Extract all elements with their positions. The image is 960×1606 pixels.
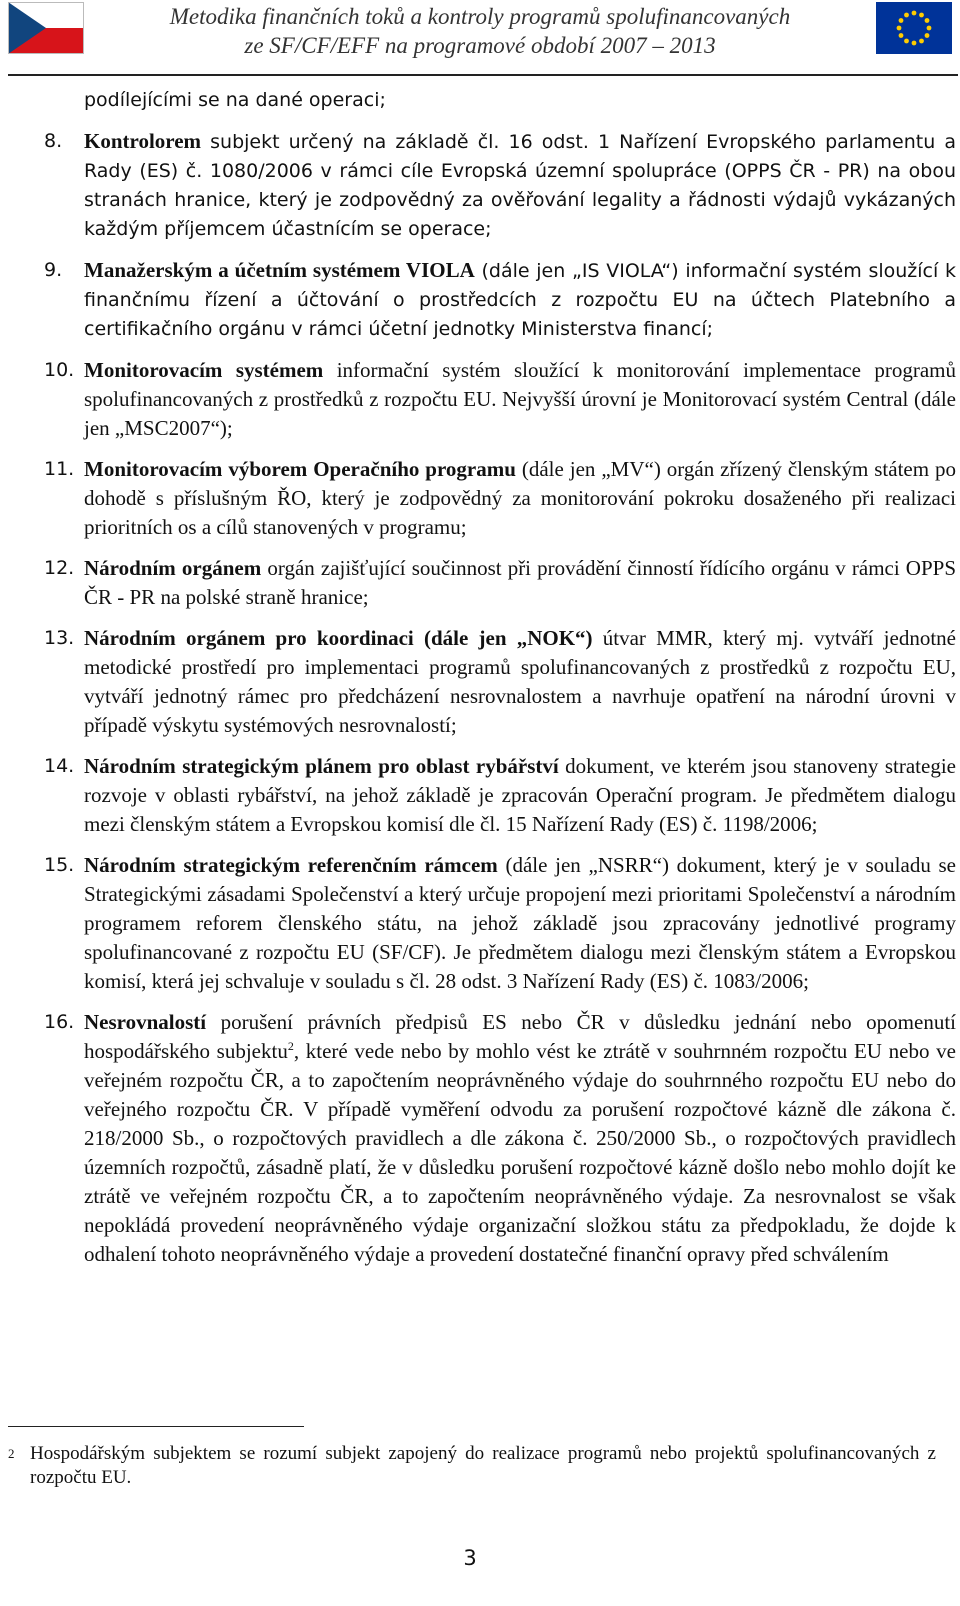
item-text (84, 356, 956, 443)
definition-item-11 (44, 455, 956, 542)
item-term: Monitorovacím výborem Operačního programu (84, 457, 516, 481)
item-text (84, 256, 956, 344)
item-term: Národním orgánem (84, 556, 262, 580)
item-text (84, 624, 956, 740)
item-number: 9. (44, 259, 63, 281)
item-number: 8. (44, 130, 63, 152)
item-number: 16. (44, 1011, 75, 1033)
footnote-mark: 2 (8, 1446, 15, 1461)
definition-item-16 (44, 1008, 956, 1269)
item-term: Nesrovnalostí (84, 1010, 207, 1034)
definition-item-14 (44, 752, 956, 839)
item-definition: subjekt určený na základě čl. 16 odst. 1 Nařízení Evropského parlamentu a Rady (ES) č. 1080/2006 v rámci cíle Evropská územní spolupráce (OPPS ČR - PR) na obou stranách hranice, který je zodpovědný za ověřování legality a řádnosti výdajů vykázaných každým příjemcem účastnícím se operace; (84, 131, 956, 240)
item-number: 13. (44, 627, 75, 649)
definition-item-13 (44, 624, 956, 740)
item-text (84, 851, 956, 996)
document-body (44, 86, 956, 1269)
item-text (84, 752, 956, 839)
item-definition: (dále jen „IS VIOLA“) informační systém sloužící k finančnímu řízení a účtování o prostředcích z rozpočtu EU na účtech Platebního a certifikačního orgánu v rámci účetní jednotky Ministerstva financí; (84, 260, 956, 340)
item-definition: útvar MMR, který mj. vytváří jednotné metodické prostředí pro implementaci programů spolufinancovaných z prostředků z rozpočtu EU, vytváří jednotný rámec pro předcházení nesrovnalostem a navrhuje opatření na národní úrovni v případě výskytu systémových nesrovnalostí; (84, 626, 956, 737)
header-title (120, 2, 840, 60)
item-definition-part2: , které vede nebo by mohlo vést ke ztrátě v souhrnném rozpočtu EU nebo ve veřejném rozpočtu ČR, a to započtením neoprávněného výdaje do souhrnného rozpočtu EU nebo do veřejného rozpočtu ČR. V případě vyměření odvodu za porušení rozpočtové kázně dle zákona č. 218/2000 Sb., o rozpočtových pravidlech a dle zákona č. 250/2000 Sb., o rozpočtových pravidlech územních rozpočtů, zásadně platí, že v důsledku porušení rozpočtové kázně došlo nebo mohlo dojít ke ztrátě ve veřejném rozpočtu ČR, a to započtením neoprávněného výdaje. Za nesrovnalost se však nepokládá provedení neoprávněného výdaje organizační složkou státu za předpokladu, že dojde k odhalení tohoto neoprávněného výdaje a provedení dostatečné finanční opravy před schválením (84, 1039, 956, 1266)
item-text (84, 1008, 956, 1269)
header-title-line1: Metodika finančních toků a kontroly programů spolufinancovaných (169, 4, 791, 29)
czech-flag-icon (8, 2, 84, 54)
header-divider (8, 74, 958, 76)
page-number: 3 (463, 1546, 477, 1570)
definition-item-12 (44, 554, 956, 612)
item-number: 14. (44, 755, 75, 777)
item-text (84, 455, 956, 542)
item-definition: orgán zajišťující součinnost při provádění činností řídícího orgánu v rámci OPPS ČR - PR na polské straně hranice; (84, 556, 956, 609)
footnote (8, 1442, 936, 1490)
definition-item-9 (44, 256, 956, 344)
footnote-text: Hospodářským subjektem se rozumí subjekt zapojený do realizace programů nebo projektů spolufinancovaných z rozpočtu EU. (30, 1443, 936, 1488)
item-definition: dokument, ve kterém jsou stanoveny strategie rozvoje v oblasti rybářství, na jehož základě je zpracován Operační program. Je předmětem dialogu mezi členským státem a Evropskou komisí dle čl. 15 Nařízení Rady (ES) č. 1198/2006; (84, 754, 956, 836)
item-definition: (dále jen „MV“) orgán zřízený členským státem po dohodě s příslušným ŘO, který je zodpovědný za monitorování pokroku dosaženého při realizaci prioritních os a cílů stanovených v programu; (84, 457, 957, 539)
item-number: 15. (44, 854, 75, 876)
item-text (84, 554, 956, 612)
item-term: Manažerským a účetním systémem VIOLA (84, 258, 475, 282)
item-definition-part1: porušení právních předpisů ES nebo ČR v důsledku jednání nebo opomenutí hospodářského subjektu (84, 1010, 956, 1063)
item-term: Národním orgánem pro koordinaci (dále jen „NOK“) (84, 626, 593, 650)
item-term: Monitorovacím systémem (84, 358, 324, 382)
header-title-line2: ze SF/CF/EFF na programové období 2007 – 2013 (244, 33, 716, 58)
definition-item-8 (44, 127, 956, 244)
footnote-reference[interactable]: 2 (287, 1039, 294, 1053)
continuation-text: podílejícími se na dané operaci; (84, 89, 386, 111)
eu-flag-icon (876, 2, 952, 54)
item-number: 12. (44, 557, 75, 579)
definition-item-10 (44, 356, 956, 443)
item-term: Národním strategickým referenčním rámcem (84, 853, 498, 877)
footnote-separator (8, 1426, 304, 1427)
page-header (0, 0, 960, 78)
item-definition: (dále jen „NSRR“) dokument, který je v souladu se Strategickými zásadami Společenství a který určuje propojení mezi prioritami Společenství a národním programem reforem členského státu, na jehož základě jsou zpracovány jednotlivé programy spolufinancované z rozpočtu EU (SF/CF). Je předmětem dialogu mezi členským státem a Evropskou komisí, která jej schvaluje v souladu s čl. 28 odst. 3 Nařízení Rady (ES) č. 1083/2006; (84, 853, 957, 993)
item-term: Kontrolorem (84, 129, 202, 153)
item-number: 11. (44, 458, 75, 480)
item-text (84, 127, 956, 244)
item-term: Národním strategickým plánem pro oblast rybářství (84, 754, 559, 778)
item-number: 10. (44, 359, 75, 381)
definition-item-15 (44, 851, 956, 996)
item-definition: informační systém sloužící k monitorování implementace programů spolufinancovaných z prostředků z rozpočtu EU. Nejvyšší úrovní je Monitorovací systém Central (dále jen „MSC2007“); (84, 358, 956, 440)
